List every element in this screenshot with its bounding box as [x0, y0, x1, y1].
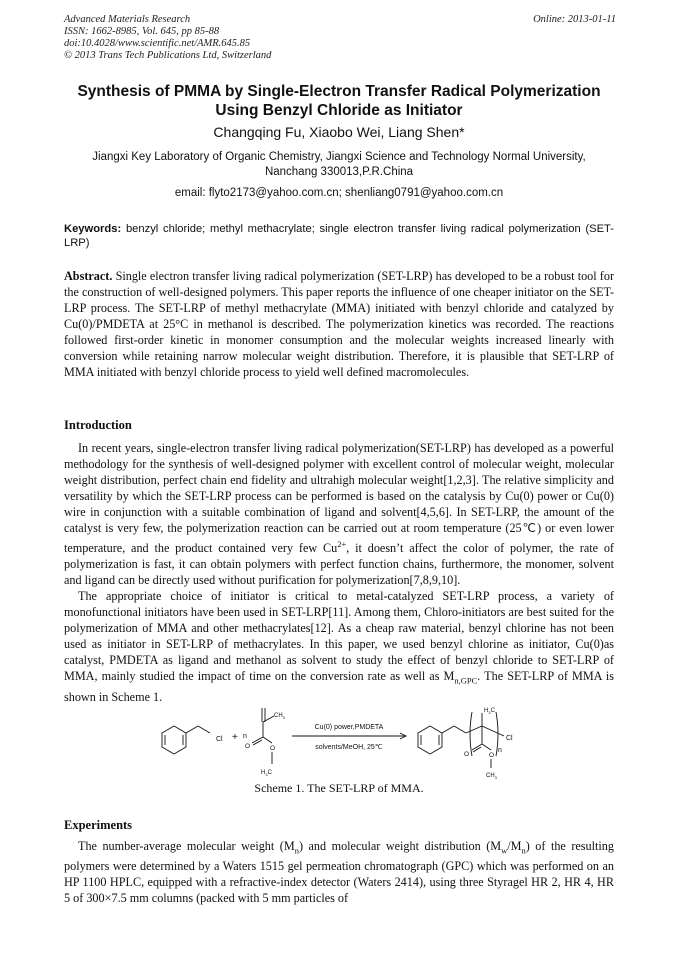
paper-title	[40, 82, 638, 120]
issn-line: ISSN: 1662-8985, Vol. 645, pp 85-88	[64, 26, 220, 37]
svg-text:O: O	[245, 743, 251, 750]
intro-paragraph-1: In recent years, single-electron transfer living radical polymerization(SET-LRP) has developed as a powerful methodology for the synthesis of well-designed polymer with excellent control of molecular weight, molecular weight distribution, perfect chain end fidelity and ultrahigh molecular weight[1,2,3]. The relative simplicity and versatility by which the SET-LRP process can be performed is based on the catalysis by Cu(0) power or Cu(0) wire in conjunction with a suitable combination of ligand and solvent[4,5,6]. In SET-LRP, the amount of the catalyst is very few, the polymerization reaction can be carried out at room temperature (25℃) or even lower temperature, and the product contained very few $Cu^{2+}$, it doesn’t affect the color of polymer, the rate of polymerization is fast, it can obtain polymers with perfect function chains, furthermore, the monomer, solvent and ligand can be directly used without purification for polymerization[7,8,9,10].	[64, 441, 614, 588]
doi-line[interactable]: doi:10.4028/www.scientific.net/AMR.645.85	[64, 38, 251, 49]
journal-name: Advanced Materials Research	[64, 14, 191, 25]
intro-paragraph-2: The appropriate choice of initiator is critical to metal-catalyzed SET-LRP process, a variety of monofunctional initiators have been used in SET-LRP[11]. Among them, Chloro-initiators are best suited for the polymerization of MMA and other methacrylates[12]. As a cheap raw material, benzyl chlorine has not been used as initiator in SET-LRP of methacrylates. In this paper, we used benzyl chlorine as initiator, Cu(0)as catalyst, PMDETA as ligand and methanol as solvent to study the effect of benzyl chloride to SET-LRP of MMA, mainly studied the impact of time on the conversion rate as well as $M_{n,GPC}$. The SET-LRP of MMA is shown in Scheme 1.	[64, 589, 614, 704]
affiliation	[40, 150, 638, 180]
cl-label-left: Cl	[216, 736, 223, 743]
abstract-text: Single electron transfer living radical polymerization (SET-LRP) has developed to be a robust tool for the construction of well-designed polymers. This paper reports the influence of one cheaper initiator on the SET-LRP process. The SET-LRP of methyl methacrylate (MMA) initiated with benzyl chloride and catalyzed by Cu(0)/PMDETA at 25°C in methanol is described. The polymerization kinetics was recorded. The reactions followed first-order kinetic in monomer consumption and the molecular weights increased linearly with conversion while retaining narrow molecular weight distribution. Therefore, it is plausible that SET-LRP of MMA initiated with benzyl chloride process to yield well defined macromolecules.	[64, 269, 615, 379]
n-subscript: n	[498, 747, 502, 754]
title-line-1: Synthesis of PMMA by Single-Electron Transfer Radical Polymerization	[77, 83, 601, 100]
introduction-body	[64, 440, 614, 705]
title-line-2: Using Benzyl Chloride as Initiator	[215, 102, 463, 119]
svg-text:O: O	[464, 751, 470, 758]
pmma-product-structure	[418, 708, 513, 780]
svg-text:CH3: $CH_3$	[274, 713, 285, 720]
author-list: Changqing Fu, Xiaobo Wei, Liang Shen*	[213, 124, 465, 140]
abstract-label: Abstract.	[64, 269, 113, 283]
conditions-bottom: solvents/MeOH, 25℃	[315, 744, 383, 751]
svg-text:O: O	[489, 752, 495, 759]
mma-structure	[245, 708, 286, 777]
affiliation-line-1: Jiangxi Key Laboratory of Organic Chemistry, Jiangxi Science and Technology Normal University,	[92, 151, 586, 163]
affiliation-line-2: Nanchang 330013,P.R.China	[264, 166, 414, 178]
reaction-scheme	[150, 704, 530, 784]
benzyl-chloride-structure	[162, 726, 223, 754]
cl-label-right: Cl	[506, 735, 513, 742]
abstract	[64, 268, 614, 380]
svg-text:O: O	[270, 745, 276, 752]
n-coefficient: n	[243, 733, 247, 740]
conditions-top: Cu(0) power,PMDETA	[314, 724, 384, 731]
copyright-line: © 2013 Trans Tech Publications Ltd, Switzerland	[64, 50, 272, 61]
email-line[interactable]: email: flyto2173@yahoo.com.cn; shenliang0791@yahoo.com.cn	[174, 187, 504, 199]
journal-header	[64, 14, 616, 62]
svg-text:H3C: $H_3C$	[261, 770, 272, 777]
introduction-heading: Introduction	[64, 418, 132, 432]
experiments-heading: Experiments	[64, 818, 133, 832]
scheme-caption: Scheme 1. The SET-LRP of MMA.	[254, 781, 424, 795]
experiments-body	[64, 838, 614, 906]
svg-text:H3C: $H_3C$	[484, 708, 495, 715]
svg-text:CH3: $CH_3$	[486, 773, 497, 780]
keywords-text: benzyl chloride; methyl methacrylate; single electron transfer living radical polymerization (SET-LRP)	[64, 223, 614, 249]
reaction-arrow	[292, 724, 406, 751]
exp-paragraph-1: The number-average molecular weight $(M_n)$ and molecular weight distribution $(M_w/M_n)$ of the resulting polymers were determined by a Waters 1515 gel permeation chromatograph (GPC) which was performed on an HP 1100 HPLC, equipped with a refractive-index detector (Waters 2414), using three Styragel HR 2, HR 4, HR 5 of 300×7.5 mm columns (packed with 5 mm particles of	[64, 839, 614, 906]
plus-sign: +	[232, 732, 238, 743]
keywords	[64, 222, 614, 250]
keywords-label: Keywords:	[64, 223, 122, 235]
online-date: Online: 2013-01-11	[533, 14, 616, 25]
